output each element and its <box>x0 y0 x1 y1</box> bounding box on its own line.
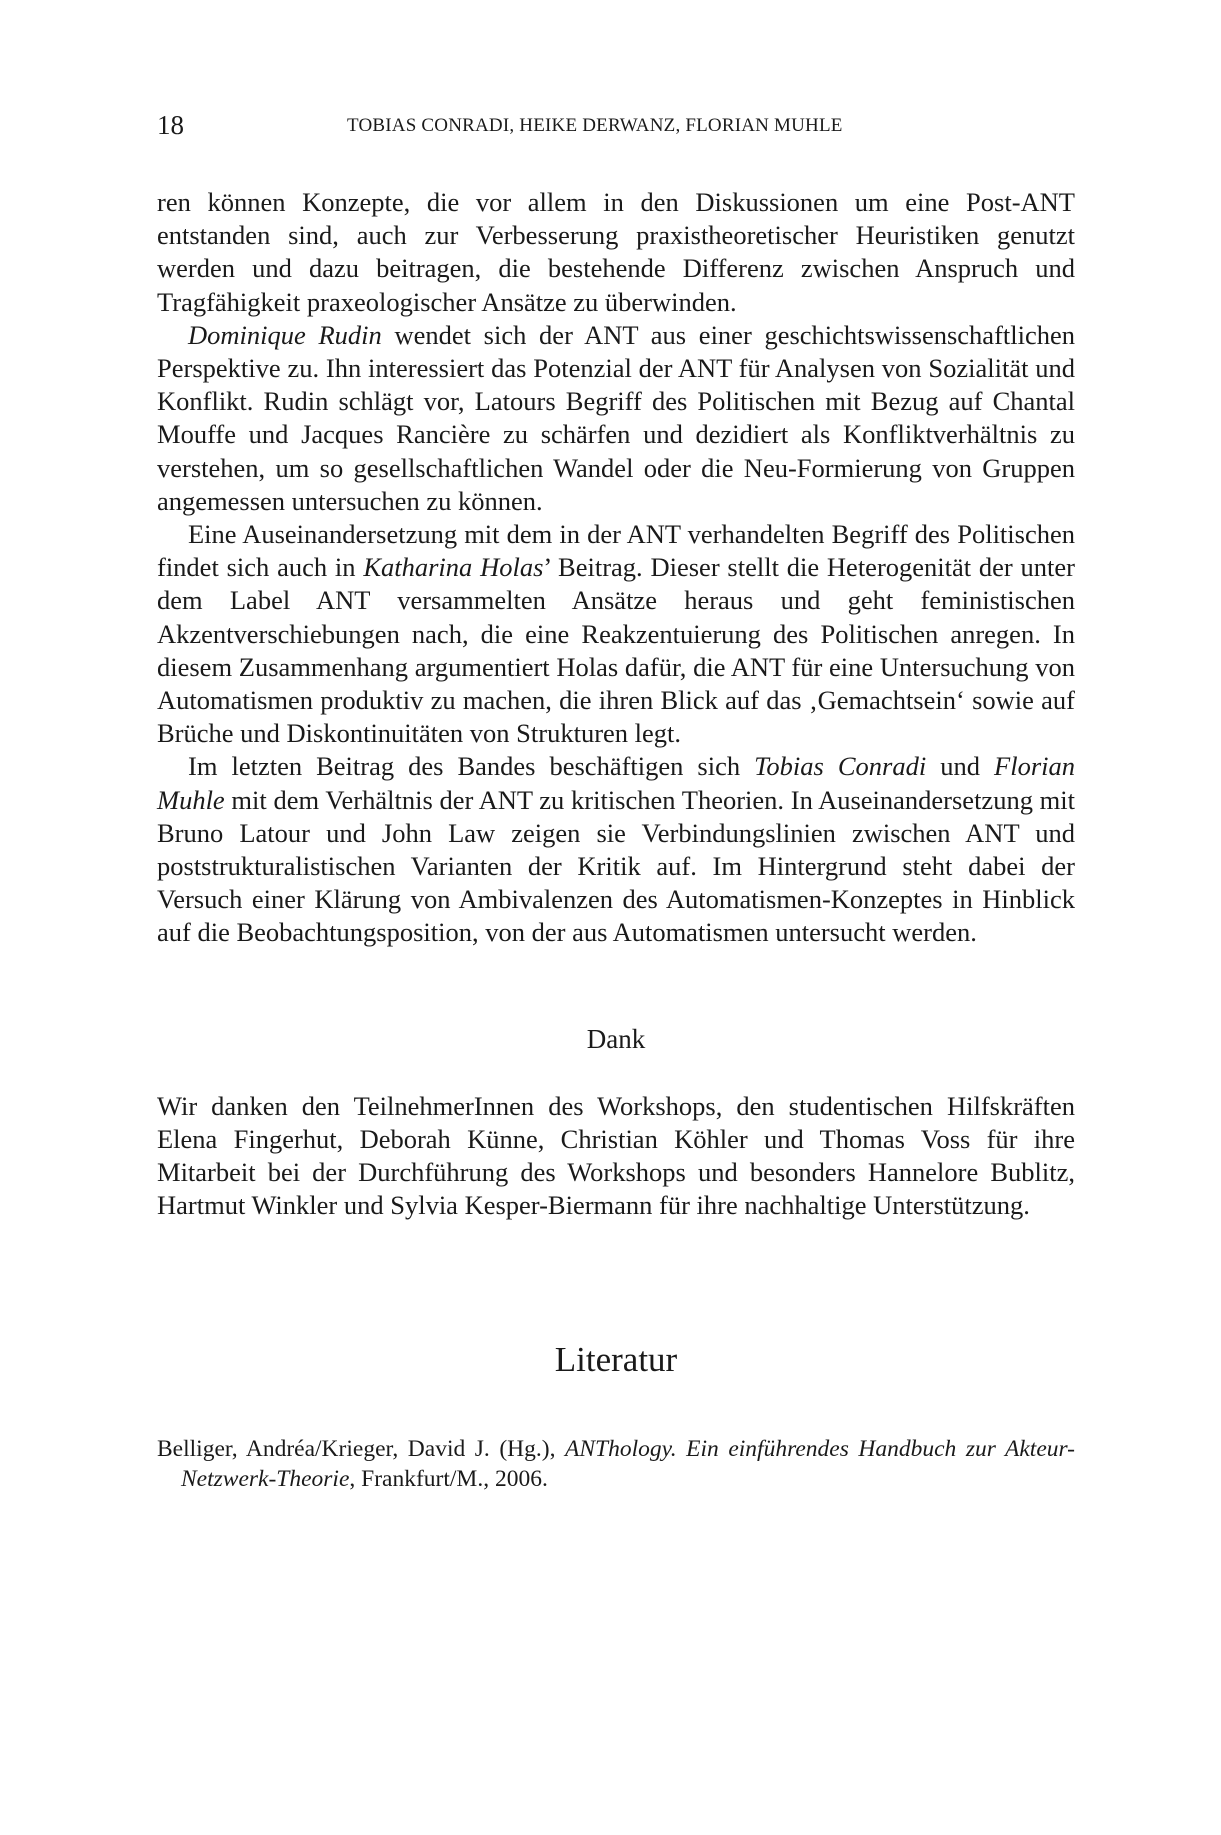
paragraph-4 <box>157 750 1075 949</box>
dank-section <box>157 1090 1075 1223</box>
author-name-conradi: Tobias Conradi <box>754 751 927 782</box>
paragraph-1-text: ren können Konzepte, die vor allem in den Diskussionen um eine Post-ANT entstanden sind, auch zur Verbesserung praxistheoretischer Heuristiken genutzt werden und dazu beitragen, die bestehende Differenz zwischen Anspruch und Tragfähigkeit praxeologischer Ansätze zu überwinden. <box>157 187 1075 317</box>
paragraph-3 <box>157 518 1075 750</box>
reference-author: Belliger, Andréa/Krieger, David J. (Hg.), <box>157 1436 565 1463</box>
paragraph-4-text-a: Im letzten Beitrag des Bandes beschäftigen sich <box>188 751 755 782</box>
literatur-heading: Literatur <box>554 1340 678 1380</box>
paragraph-1 <box>157 186 1075 319</box>
page <box>157 108 1075 1494</box>
dank-paragraph: Wir danken den TeilnehmerInnen des Workshops, den studentischen Hilfskräften Elena Fingerhut, Deborah Künne, Christian Köhler und Thomas Voss für ihre Mitarbeit bei der Durchführung des Workshops und besonders Hannelore Bublitz, Hartmut Winkler und Sylvia Kesper-Biermann für ihre nachhaltige Unterstützung. <box>157 1090 1075 1221</box>
reference-entry <box>157 1434 1075 1494</box>
paragraph-4-text-b: und <box>926 751 995 782</box>
running-head-authors: TOBIAS CONRADI, HEIKE DERWANZ, FLORIAN MUHLE <box>347 115 843 136</box>
author-name-rudin: Dominique Rudin <box>188 319 382 350</box>
running-head <box>157 108 1075 142</box>
paragraph-4-text-c: mit dem Verhältnis der ANT zu kritischen Theorien. In Auseinandersetzung mit Bruno Latour und John Law zeigen sie Verbindungslinien zwischen ANT und poststrukturalistischen Varianten der Kritik auf. Im Hintergrund steht dabei der Versuch einer Klärung von Ambivalenzen des Automatismen-Konzeptes in Hinblick auf die Beobachtungsposition, von der aus Automatismen untersucht werden. <box>157 784 1075 948</box>
dank-heading: Dank <box>586 1023 646 1054</box>
paragraph-2 <box>157 319 1075 518</box>
reference-publication: , Frankfurt/M., 2006. <box>349 1466 548 1493</box>
reference-title: ANThology. Ein einführendes Handbuch zur Akteur-Netzwerk-Theorie <box>181 1436 1075 1493</box>
paragraph-3-text-b: ’ Beitrag. Dieser stellt die Heterogenität der unter dem Label ANT versammelten Ansätze heraus und geht feministischen Akzentverschiebungen nach, die eine Reakzentuierung des Politischen anregen. In diesem Zusammenhang argumentiert Holas dafür, die ANT für eine Untersuchung von Automatismen produktiv zu machen, die ihren Blick auf das ‚Gemachtsein‘ sowie auf Brüche und Diskontinuitäten von Strukturen legt. <box>157 552 1076 749</box>
author-name-holas: Katharina Holas <box>363 552 544 583</box>
reference-list <box>157 1434 1075 1494</box>
author-name-muhle: Florian Muhle <box>157 751 1076 815</box>
body-text <box>157 186 1075 950</box>
paragraph-3-text-a: Eine Auseinandersetzung mit dem in der ANT verhandelten Begriff des Politischen findet sich auch in <box>157 519 1075 583</box>
page-number: 18 <box>157 110 184 140</box>
paragraph-2-text: wendet sich der ANT aus einer geschichtswissenschaftlichen Perspektive zu. Ihn interessiert das Potenzial der ANT für Analysen von Sozialität und Konflikt. Rudin schlägt vor, Latours Begriff des Politischen mit Bezug auf Chantal Mouffe und Jacques Rancière zu schärfen und dezidiert als Konfliktverhältnis zu verstehen, um so gesellschaftlichen Wandel oder die Neu-Formierung von Gruppen angemessen untersuchen zu können. <box>157 319 1076 516</box>
